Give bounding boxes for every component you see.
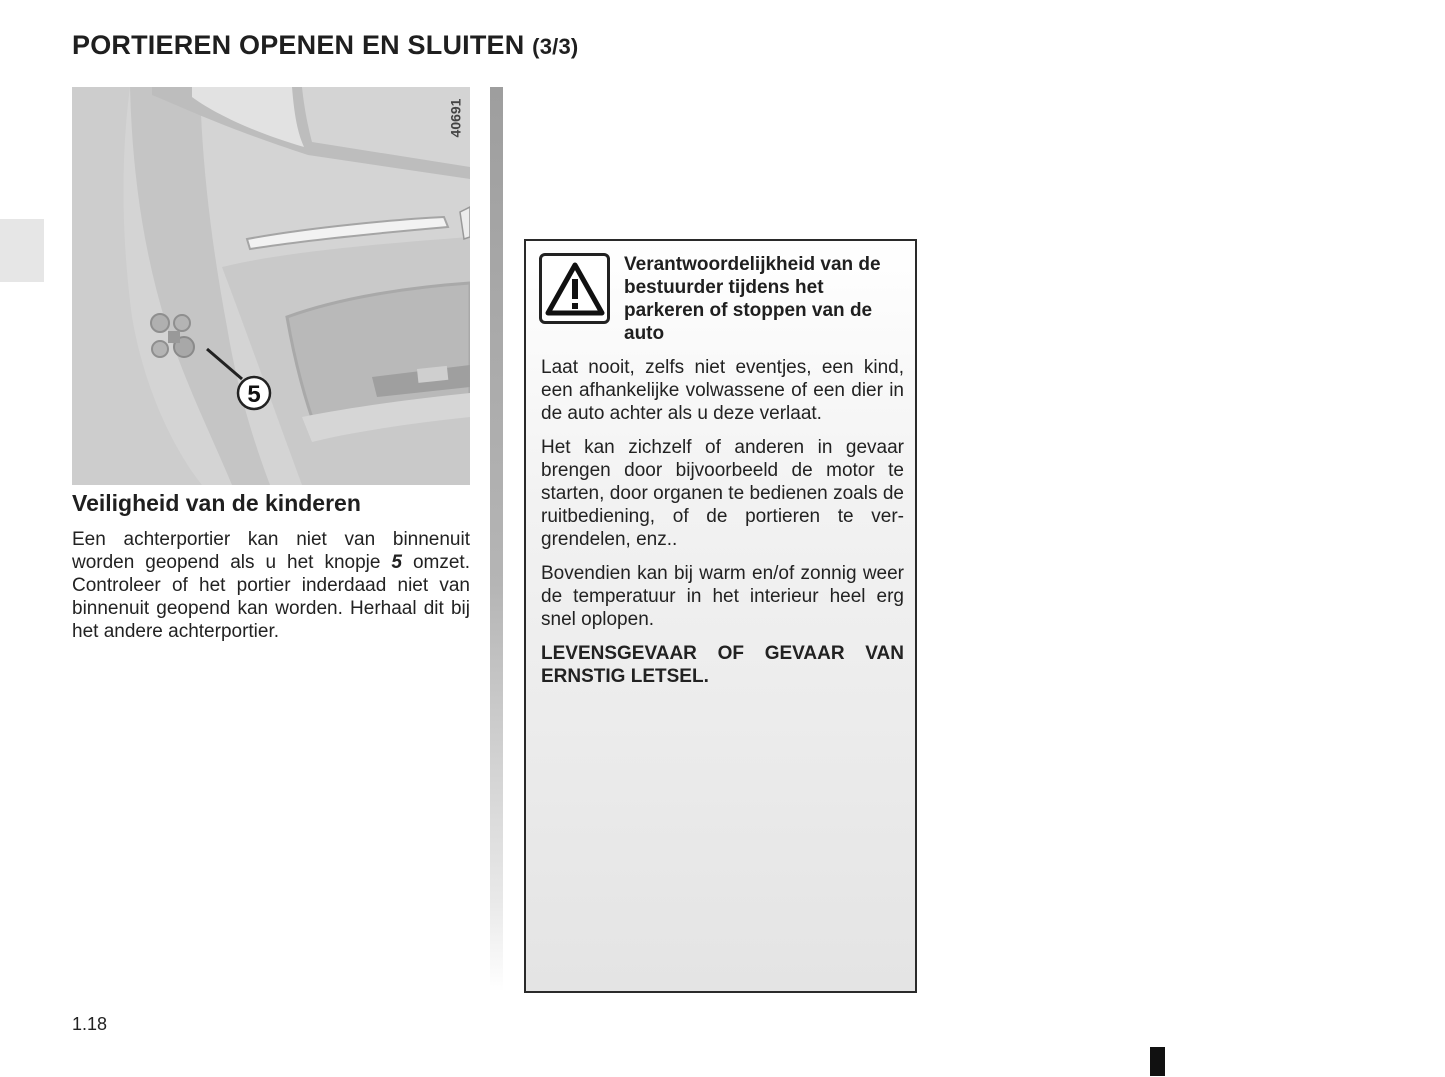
warning-triangle-icon	[539, 253, 610, 324]
door-illustration	[72, 87, 470, 485]
page-title-text: PORTIEREN OPENEN EN SLUITEN	[72, 30, 525, 60]
warning-body	[541, 356, 904, 699]
figure-number	[440, 94, 470, 142]
chapter-side-tab	[0, 219, 44, 282]
section-body-after: omzet. Controleer of het portier inderdaad niet van binnenuit geopend kan worden. Herhaal dit bij het andere achterportier.	[72, 552, 470, 642]
button-reference: 5	[391, 552, 402, 573]
warning-emphasis: LEVENSGEVAAR OF GEVAAR VAN ERNSTIG LETSEL.	[541, 643, 904, 687]
figure-number-text: 40691	[447, 98, 463, 138]
page-number: 1.18	[72, 1014, 108, 1034]
warning-paragraph: Laat nooit, zelfs niet eventjes, een kind, een afhankelijke volwassene of een dier in de auto achter als u deze verlaat.	[541, 357, 904, 424]
warning-paragraph: Bovendien kan bij warm en/of zonnig weer de temperatuur in het interieur heel erg snel oplopen.	[541, 563, 904, 630]
section-body	[72, 528, 470, 643]
section-heading: Veiligheid van de kinderen	[72, 490, 361, 516]
door-illustration-drawing	[72, 87, 470, 485]
column-divider	[490, 87, 503, 992]
warning-box	[524, 239, 917, 993]
section-body-before: Een achterportier kan niet van binnenuit worden geopend als u het knopje	[72, 529, 470, 573]
callout-number: 5	[247, 381, 261, 408]
page-title	[72, 30, 578, 61]
warning-title: Verantwoordelijkheid van de bestuurder tijdens het parkeren of stoppen van de auto	[624, 254, 881, 344]
page-edge-marker	[1150, 1047, 1165, 1076]
warning-paragraph: Het kan zichzelf of anderen in gevaar brengen door bijvoorbeeld de motor te starten, door organen te bedienen zoals de ruitbediening, of de portieren te ver-grendelen, enz..	[541, 437, 904, 550]
page-title-part: (3/3)	[532, 34, 579, 59]
